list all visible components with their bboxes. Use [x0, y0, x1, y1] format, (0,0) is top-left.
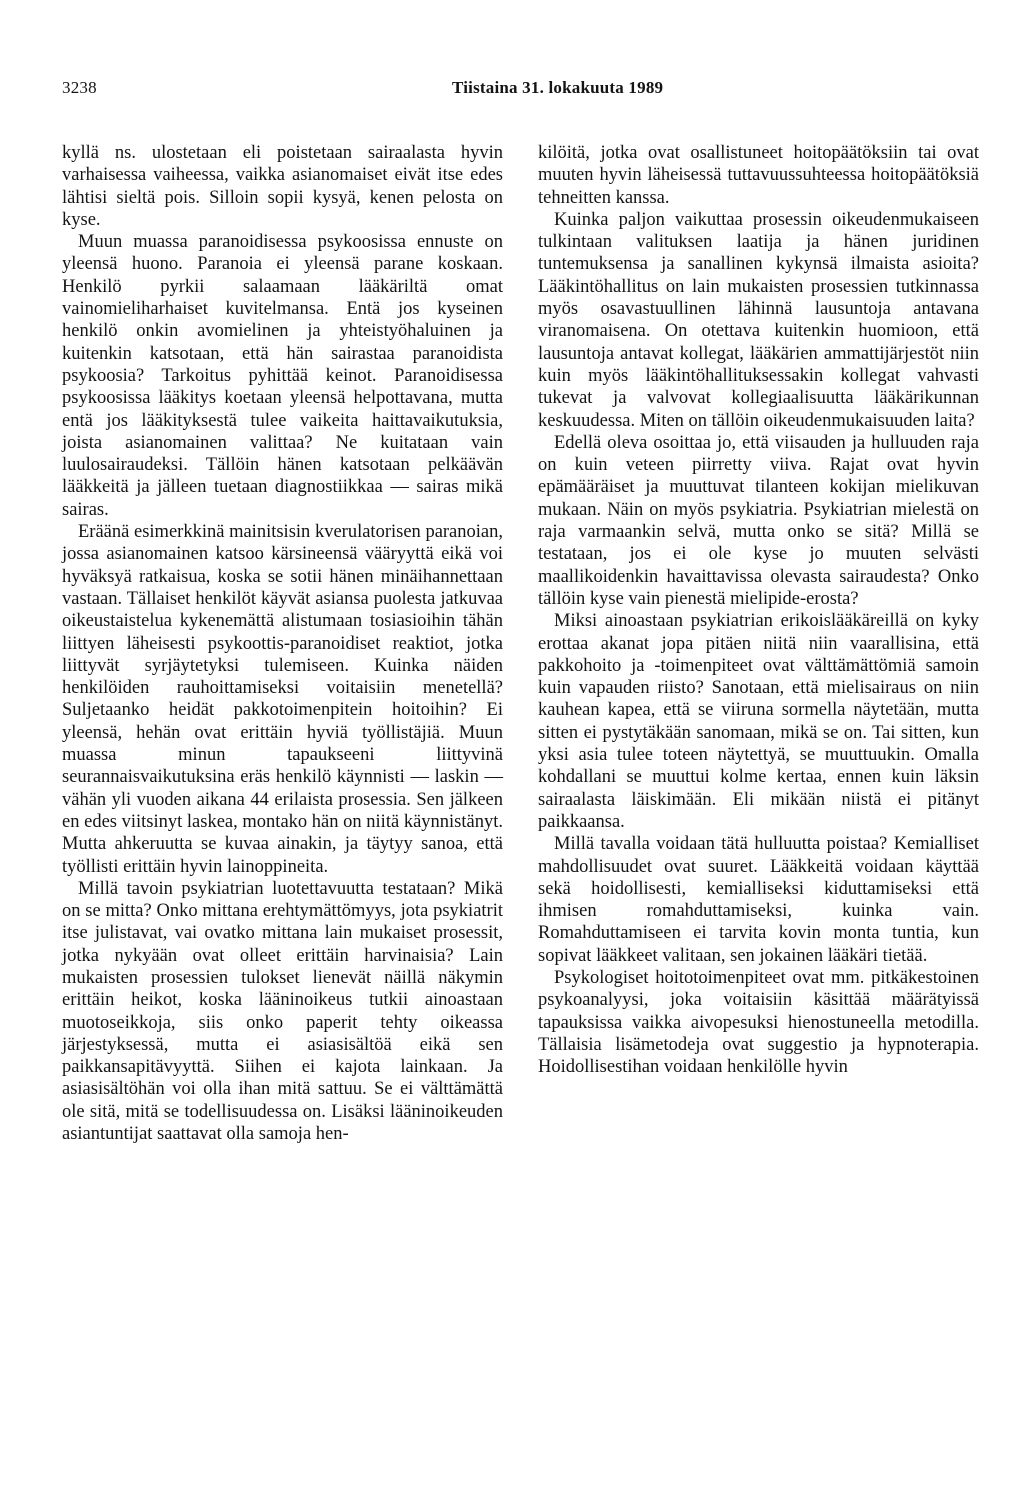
page-number: 3238 — [62, 78, 97, 97]
paragraph: Psykologiset hoitotoimenpiteet ovat mm. pitkäkestoinen psykoanalyysi, joka voitaisiin käsittää määrätyissä tapauksissa vaikka aivopesuksi hienostuneella metodilla. Tällaisia lisämetodeja ovat suggestio ja hypnoterapia. Hoidollisestihan voidaan henkilölle hyvin — [538, 967, 979, 1078]
paragraph: Millä tavalla voidaan tätä hulluutta poistaa? Kemialliset mahdollisuudet ovat suuret. Lääkkeitä voidaan käyttää sekä hoidollisesti, kemialliseksi kiduttamiseksi että ihmisen romahduttamiseksi, kuinka vain. Romahduttamiseen ei tarvita kovin monta tuntia, kun sopivat lääkkeet valitaan, sen jokainen lääkäri tietää. — [538, 834, 979, 966]
right-column — [538, 142, 979, 1078]
page-header — [62, 78, 982, 100]
paragraph: Muun muassa paranoidisessa psykoosissa ennuste on yleensä huono. Paranoia ei yleensä parane koskaan. Henkilö pyrkii salaamaan lääkäriltä omat vainomieliharhaiset kuvitelmansa. Entä jos kyseinen henkilö onkin avomielinen ja yhteistyöhaluinen ja kuitenkin katsotaan, että hän sairastaa paranoidista psykoosia? Tarkoitus pyhittää keinot. Paranoidisessa psykoosissa lääkitys koetaan yleensä helpottavana, mutta entä jos lääkityksestä tulee vaikeita haittavaikutuksia, joista asianomainen valittaa? Ne kuitataan vain luulosairaudeksi. Tällöin hänen katsotaan pelkäävän lääkkeitä ja jälleen tuetaan diagnostiikkaa — sairas mikä sairas. — [62, 232, 503, 520]
session-date: Tiistaina 31. lokakuuta 1989 — [452, 78, 664, 97]
paragraph: Miksi ainoastaan psykiatrian erikoislääkäreillä on kyky erottaa akanat jopa pitäen niitä niin vaarallisina, että pakkohoito ja -toimenpiteet ovat välttämättömiä samoin kuin vapauden riisto? Sanotaan, että mielisairaus on niin kauhean kapea, että se viiruna sormella näytetään, mutta sitten ei pystytäkään sanomaan, mikä se on. Tai sitten, kun yksi asia tulee toteen näytettyä, se muuttuukin. Omalla kohdallani se muuttui kolme kertaa, ennen kuin läksin sairaalasta läiskimään. Eli mikään niistä ei pitänyt paikkaansa. — [538, 611, 979, 832]
paragraph: Eräänä esimerkkinä mainitsisin kverulatorisen paranoian, jossa asianomainen katsoo kärsineensä vääryyttä eikä voi hyväksyä ratkaisua, koska se sotii hänen minäihannettaan vastaan. Tällaiset henkilöt käyvät asiansa puolesta jatkuvaa oikeustaistelua kykenemättä alistumaan tosiasioihin tähän liittyen läheisesti psykoottis-paranoidiset reaktiot, jotka liittyvät syrjäytetyksi tulemiseen. Kuinka näiden henkilöiden rauhoittamiseksi voitaisiin menetellä? Suljetaanko heidät pakkotoimenpitein hoitoihin? Ei yleensä, hehän ovat erittäin hyviä työllistäjiä. Muun muassa minun tapaukseeni liittyvinä seurannaisvaikutuksina eräs henkilö käynnisti — laskin — vähän yli vuoden aikana 44 erilaista prosessia. Sen jälkeen en edes viitsinyt laskea, montako hän on niitä käynnistänyt. Mutta ahkeruutta se kuvaa ainakin, ja täytyy sanoa, että työllisti erittäin hyvin lainoppineita. — [62, 522, 503, 877]
left-column — [62, 142, 503, 1145]
paragraph: Kuinka paljon vaikuttaa prosessin oikeudenmukaiseen tulkintaan valituksen laatija ja hänen juridinen tuntemuksensa ja sanallinen kykynsä ilmaista asioita? Lääkintöhallitus on lain mukaisten prosessien tutkinnassa myös osavastuullinen lähinnä lausuntoja antavana viranomaisena. On otettava kuitenkin huomioon, että lausuntoja antavat kollegat, lääkärien ammattijärjestöt niin kuin myös lääkintöhallituksessakin kollegat vahvasti tukevat ja valvovat kollegiaalisuutta lääkärikunnan keskuudessa. Miten on tällöin oikeudenmukaisuuden laita? — [538, 209, 979, 431]
paragraph: Millä tavoin psykiatrian luotettavuutta testataan? Mikä on se mitta? Onko mittana erehtymättömyys, jota psykiatrit itse julistavat, vai ovatko mittana lain mukaiset prosessit, jotka nykyään ovat olleet erittäin harvinaisia? Lain mukaisten prosessien tulokset lienevät näillä näkymin erittäin heikot, koska lääninoikeus tutkii ainoastaan muotoseikkoja, siis onko paperit tehty oikeassa järjestyksessä, mutta ei asiasisältöä eikä sen paikkansapitävyyttä. Siihen ei kajota lainkaan. Ja asiasisältöhän voi olla ihan mitä sattuu. Se ei välttämättä ole sitä, mitä se todellisuudessa on. Lisäksi lääninoikeuden asiantuntijat saattavat olla samoja hen- — [62, 878, 503, 1145]
paragraph: kilöitä, jotka ovat osallistuneet hoitopäätöksiin tai ovat muuten hyvin läheisessä tuttavuussuhteessa hoitopäätöksiä tehneitten kanssa. — [538, 143, 979, 208]
paragraph: Edellä oleva osoittaa jo, että viisauden ja hulluuden raja on kuin veteen piirretty viiva. Rajat ovat hyvin epämääräiset ja muuttuvat tilanteen kokijan mielikuvan mukaan. Näin on myös psykiatria. Psykiatrian mielestä on raja varmaankin selvä, mutta onko se sitä? Millä se testataan, jos ei ole kyse jo muuten selvästi maallikoidenkin havaittavissa olevasta sairaudesta? Onko tällöin kyse vain pienestä mielipide-erosta? — [538, 432, 979, 609]
paragraph: kyllä ns. ulostetaan eli poistetaan sairaalasta hyvin varhaisessa vaiheessa, vaikka asianomaiset eivät itse edes lähtisi sieltä pois. Silloin sopii kysyä, kenen pelosta on kyse. — [62, 143, 503, 230]
